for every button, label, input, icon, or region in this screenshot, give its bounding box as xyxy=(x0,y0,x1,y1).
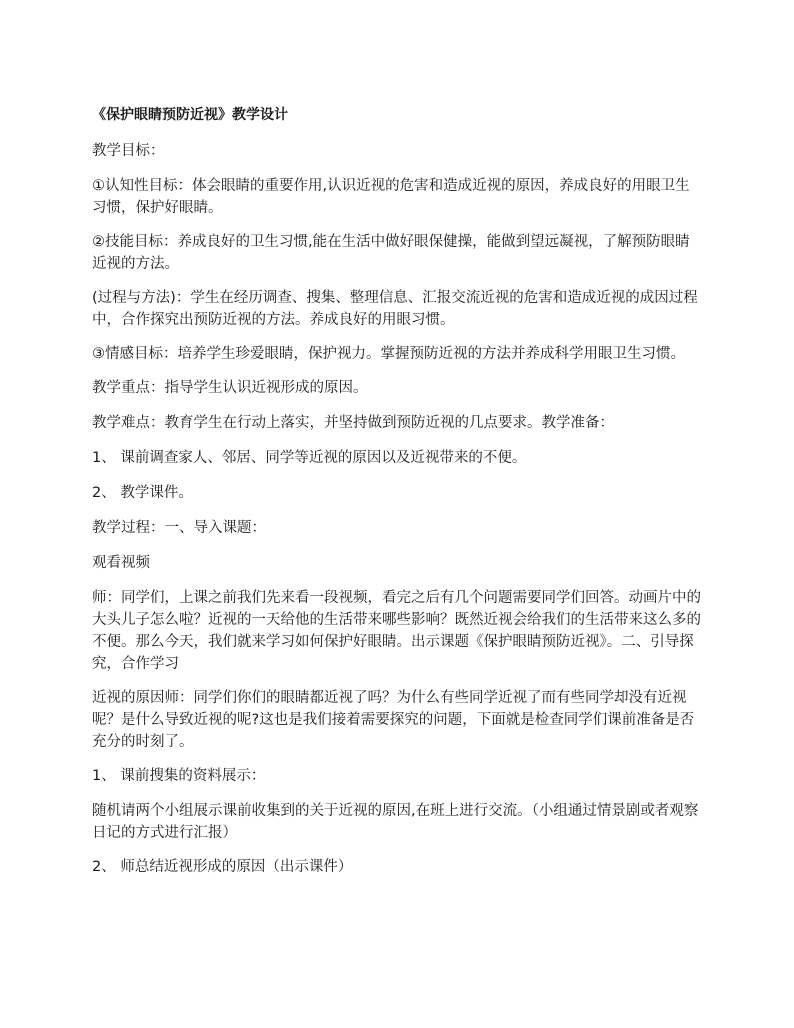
paragraph-cognitive-goal: ①认知性目标：体会眼睛的重要作用,认识近视的危害和造成近视的原因，养成良好的用眼卫生习惯，保护好眼睛。 xyxy=(92,178,690,216)
document-body xyxy=(92,104,702,891)
document-title: 《保护眼睛预防近视》教学设计 xyxy=(92,107,288,123)
paragraph-key-point: 教学重点：指导学生认识近视形成的原因。 xyxy=(92,380,368,396)
paragraph-emotion-goal: ③情感目标：培养学生珍爱眼睛，保护视力。掌握预防近视的方法并养成科学用眼卫生习惯。 xyxy=(92,346,685,362)
paragraph-process-method: (过程与方法)：学生在经历调查、搜集、整理信息、汇报交流近视的危害和造成近视的成因过程中，合作探究出预防近视的方法。养成良好的用眼习惯。 xyxy=(92,290,698,328)
paragraph-myopia-cause: 近视的原因师：同学们你们的眼睛都近视了吗？为什么有些同学近视了而有些同学却没有近视呢？是什么导致近视的呢?这也是我们接着需要探究的问题，下面就是检查同学们课前准备是否充分的时刻了。 xyxy=(92,690,695,750)
paragraph-teaching-goals: 教学目标： xyxy=(92,143,165,159)
paragraph-material-display: 1、 课前搜集的资料展示： xyxy=(92,768,266,784)
paragraph-skill-goal: ②技能目标：养成良好的卫生习惯,能在生活中做好眼保健操，能做到望远凝视，了解预防眼睛近视的方法。 xyxy=(92,234,690,272)
paragraph-difficulty: 教学难点：教育学生在行动上落实，并坚持做到预防近视的几点要求。教学准备： xyxy=(92,415,614,431)
paragraph-teacher-summary: 2、 师总结近视形成的原因（出示课件） xyxy=(92,859,353,875)
paragraph-teacher-intro: 师：同学们，上课之前我们先来看一段视频，看完之后有几个问题需要同学们回答。动画片中的大头儿子怎么啦？近视的一天给他的生活带来哪些影响？既然近视会给我们的生活带来这么多的不便。那么今天，我们就来学习如何保护好眼睛。出示课题《保护眼睛预防近视》。二、引导探究，合作学习 xyxy=(92,590,701,672)
paragraph-prep-2: 2、 教学课件。 xyxy=(92,485,193,501)
paragraph-prep-1: 1、 课前调查家人、邻居、同学等近视的原因以及近视带来的不便。 xyxy=(92,450,527,466)
paragraph-process-heading: 教学过程：一、导入课题： xyxy=(92,520,266,536)
paragraph-watch-video: 观看视频 xyxy=(92,555,150,571)
paragraph-group-share: 随机请两个小组展示课前收集到的关于近视的原因,在班上进行交流。（小组通过情景剧或者观察日记的方式进行汇报） xyxy=(92,803,699,841)
